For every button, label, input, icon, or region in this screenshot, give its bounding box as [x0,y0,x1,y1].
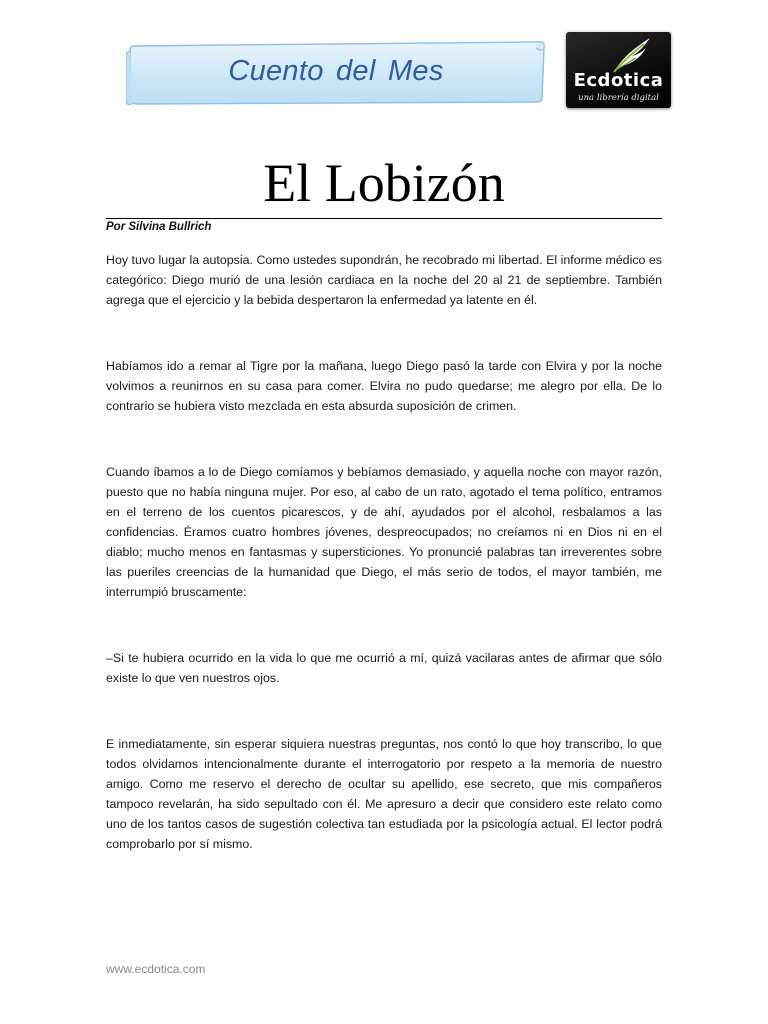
story-author: Por Silvina Bullrich [106,221,212,233]
logo-name: Ecdotica [573,70,664,91]
banner-title: Cuento del Mes [228,54,444,87]
quill-feather-icon [610,34,656,74]
story-paragraph: Hoy tuvo lugar la autopsia. Como ustedes supondrán, he recobrado mi libertad. El informe médico es categórico: Diego murió de una lesión cardiaca en la noche del 20 al 21 de septiembre. También agrega que el ejercicio y la bebida despertaron la enfermedad ya latente en él. [106,253,662,307]
cuento-del-mes-banner [126,40,544,106]
footer-website: www.ecdotica.com [106,962,206,976]
story-paragraph: Cuando íbamos a lo de Diego comíamos y bebíamos demasiado, y aquella noche con mayor razón, puesto que no había ninguna mujer. Por eso, al cabo de un rato, agotado el tema político, entramos en el terreno de los cuentos picarescos, y de ahí, ayudados por el alcohol, resbalamos a las confidencias. Éramos cuatro hombres jóvenes, despreocupados; no creíamos ni en Dios ni en el diablo; mucho menos en fantasmas y supersticiones. Yo pronuncié palabras tan irreverentes sobre las pueriles creencias de la humanidad que Diego, el más serio de todos, el mayor también, me interrumpió bruscamente: [106,465,662,599]
ecdotica-logo[interactable] [566,32,671,108]
story-body [106,250,662,854]
title-divider [106,218,662,219]
story-title: El Lobizón [263,153,505,213]
logo-tagline: una librería digital [578,93,659,103]
story-paragraph: Habíamos ido a remar al Tigre por la mañana, luego Diego pasó la tarde con Elvira y por la noche volvimos a reunirnos en su casa para comer. Elvira no pudo quedarse; me alegro por ella. De lo contrario se hubiera visto mezclada en esta absurda suposición de crimen. [106,359,662,413]
story-paragraph: –Si te hubiera ocurrido en la vida lo que me ocurrió a mí, quizá vacilaras antes de afirmar que sólo existe lo que ven nuestros ojos. [106,651,662,685]
story-paragraph: E inmediatamente, sin esperar siquiera nuestras preguntas, nos contó lo que hoy transcribo, lo que todos olvidamos intencionalmente durante el interrogatorio por respeto a la memoria de nuestro amigo. Como me reservo el derecho de ocultar su apellido, ese secreto, que mis compañeros tampoco revelarán, ha sido sepultado con él. Me apresuro a decir que considero este relato como uno de los tantos casos de sugestión colectiva tan estudiada por la psicología actual. El lector podrá comprobarlo por sí mismo. [106,737,662,851]
